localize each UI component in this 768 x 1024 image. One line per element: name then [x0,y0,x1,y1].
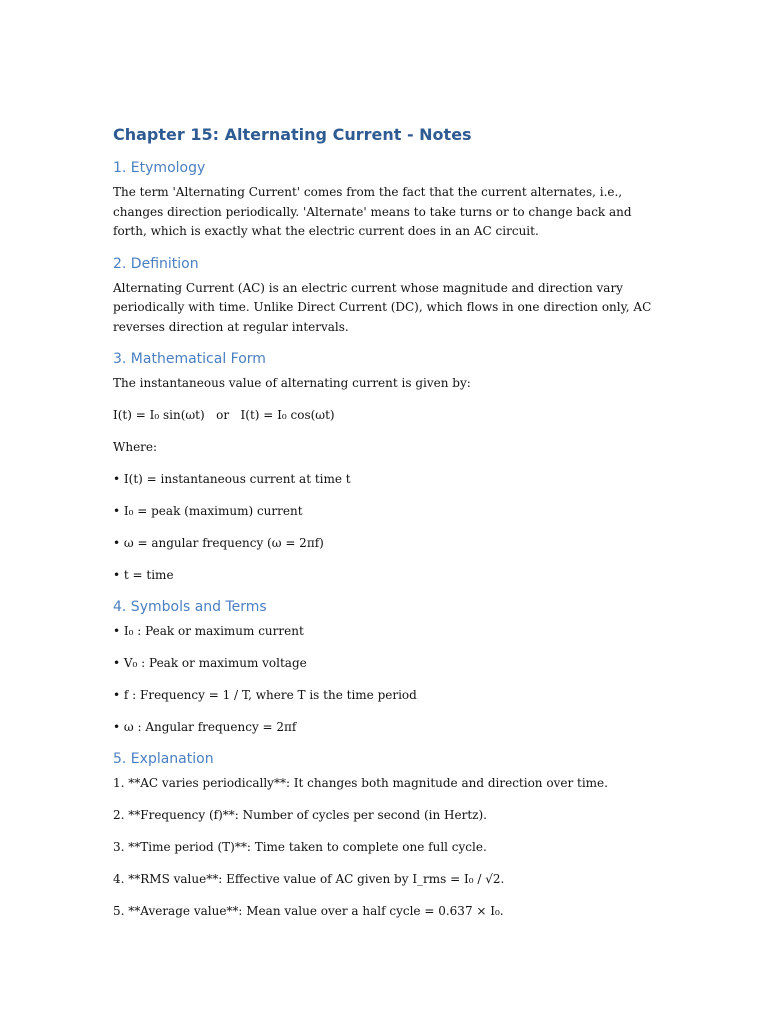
section-heading: 4. Symbols and Terms [113,599,267,615]
math-intro: The instantaneous value of alternating current is given by: [113,376,471,390]
list-item: • I(t) = instantaneous current at time t [113,472,351,486]
section-body: The term 'Alternating Current' comes from the fact that the current alternates, i.e., changes direction periodically. 'Alternate' means to take turns or to change back and forth, which is exactly what the electric current does in an AC circuit. [113,185,632,238]
where-label: Where: [113,440,158,454]
list-item: • I₀ : Peak or maximum current [113,624,304,638]
formula: I(t) = I₀ sin(ωt) or I(t) = I₀ cos(ωt) [113,408,335,422]
list-item: 3. **Time period (T)**: Time taken to complete one full cycle. [113,840,487,854]
section-heading: 3. Mathematical Form [113,351,266,367]
list-item: • ω = angular frequency (ω = 2πf) [113,536,324,550]
list-item: • ω : Angular frequency = 2πf [113,720,297,734]
list-item: 1. **AC varies periodically**: It changes both magnitude and direction over time. [113,776,608,790]
list-item: • V₀ : Peak or maximum voltage [113,656,307,670]
section-mathematical-form [113,349,653,585]
list-item: 4. **RMS value**: Effective value of AC given by I_rms = I₀ / √2. [113,872,505,886]
list-item: • t = time [113,568,174,582]
section-etymology [113,158,653,242]
section-definition [113,254,653,338]
section-body: Alternating Current (AC) is an electric current whose magnitude and direction vary periodically with time. Unlike Direct Current (DC), which flows in one direction only, AC reverses direction at regular intervals. [113,280,652,334]
page-title: Chapter 15: Alternating Current - Notes [113,125,472,144]
section-heading: 2. Definition [113,255,199,272]
list-item: • I₀ = peak (maximum) current [113,504,303,518]
list-item: • f : Frequency = 1 / T, where T is the time period [113,688,417,702]
section-heading: 5. Explanation [113,751,214,767]
document-page [113,124,653,933]
list-item: 5. **Average value**: Mean value over a half cycle = 0.637 × I₀. [113,904,504,918]
section-explanation [113,749,653,921]
section-symbols-and-terms [113,597,653,737]
section-heading: 1. Etymology [113,160,206,176]
list-item: 2. **Frequency (f)**: Number of cycles per second (in Hertz). [113,808,487,822]
